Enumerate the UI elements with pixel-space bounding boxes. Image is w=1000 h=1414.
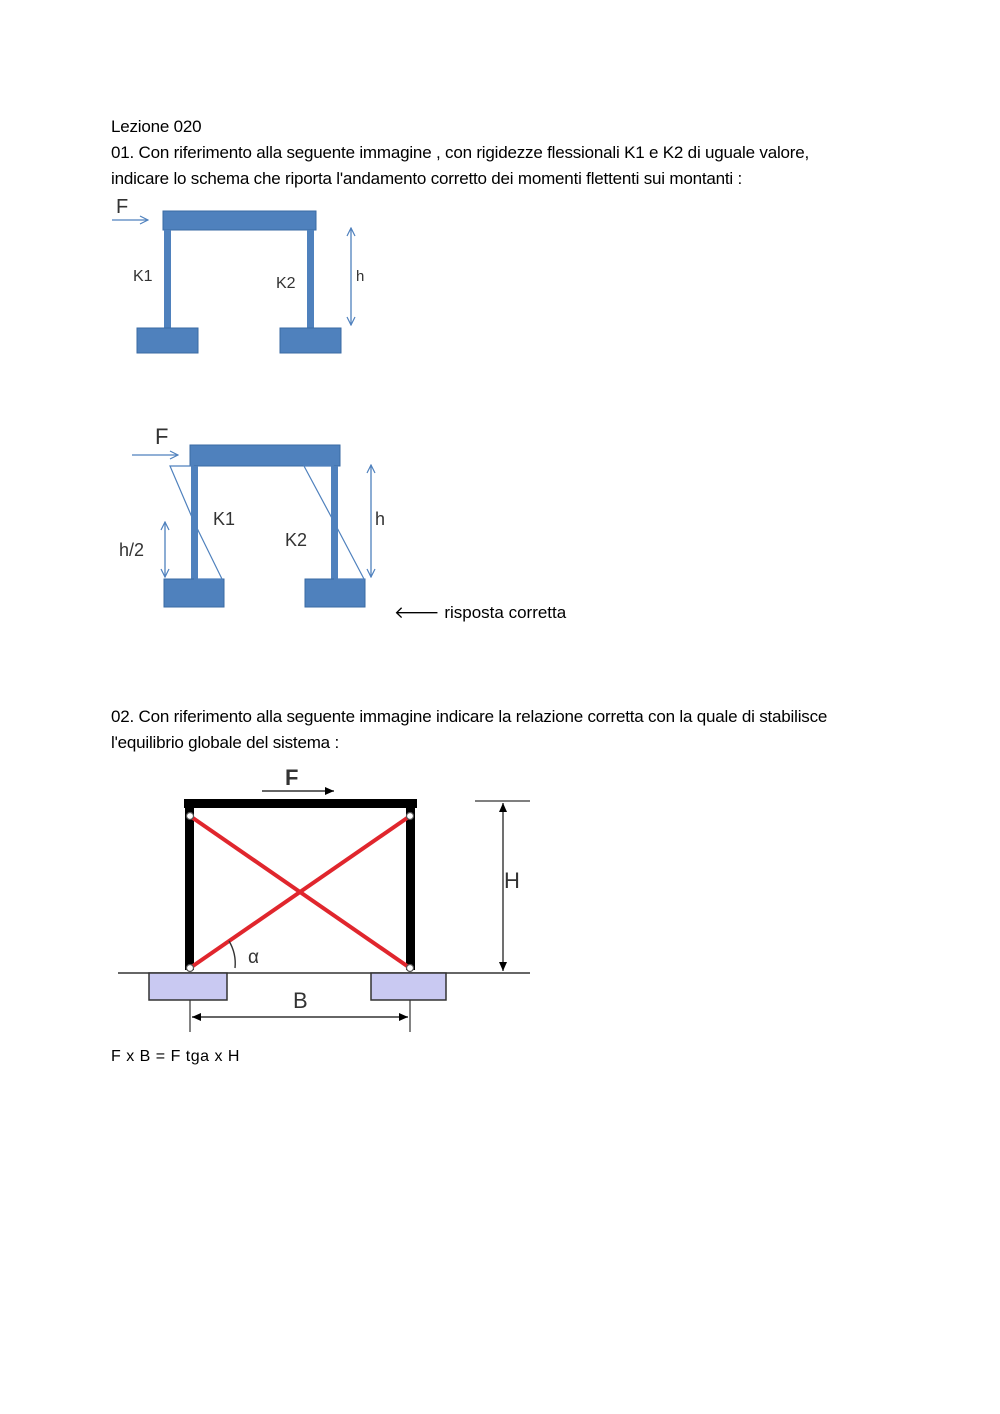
left-arrow-icon: 🡐	[394, 603, 440, 622]
left-foundation	[137, 328, 198, 353]
hinge-top-right	[407, 813, 414, 820]
hinge-top-left	[187, 813, 194, 820]
force-label: F	[116, 196, 129, 218]
question-2-line-2: l'equilibrio globale del sistema :	[111, 733, 339, 752]
height-label: H	[504, 868, 520, 893]
left-column	[185, 808, 194, 970]
hinge-bottom-left	[187, 965, 194, 972]
frame-figure-2	[119, 424, 385, 607]
hinge-bottom-right	[407, 965, 414, 972]
left-foundation	[149, 973, 227, 1000]
k2-label: K2	[276, 275, 296, 292]
right-foundation	[305, 579, 365, 607]
beam	[163, 211, 316, 230]
angle-arc	[229, 941, 235, 968]
k2-label: K2	[285, 530, 308, 550]
force-label: F	[155, 424, 169, 449]
base-label: B	[293, 988, 308, 1013]
height-label: h	[375, 509, 386, 529]
beam	[184, 799, 417, 808]
angle-label: α	[248, 947, 259, 968]
question-2-line-1: 02. Con riferimento alla seguente immagine indicare la relazione corretta con la quale di stabilisce	[111, 707, 828, 726]
left-foundation	[164, 579, 224, 607]
lesson-title: Lezione 020	[111, 117, 202, 136]
braced-frame-figure	[118, 765, 530, 1032]
right-column	[307, 230, 314, 328]
frame-figure-1	[112, 196, 364, 353]
force-label: F	[285, 765, 299, 790]
k1-label: K1	[133, 268, 153, 285]
height-label: h	[356, 268, 365, 285]
correct-answer-label: risposta corretta	[444, 603, 567, 622]
beam	[190, 445, 340, 466]
question-1-line-2: indicare lo schema che riporta l'andamento corretto dei momenti flettenti sui montanti :	[111, 169, 743, 188]
question-1-line-1: 01. Con riferimento alla seguente immagine , con rigidezze flessionali K1 e K2 di uguale valore,	[111, 143, 810, 162]
question-2-answer: F x B = F tga x H	[111, 1048, 240, 1065]
right-foundation	[280, 328, 341, 353]
k1-label: K1	[213, 509, 236, 529]
left-column	[164, 230, 171, 328]
right-column	[406, 808, 415, 970]
half-height-label: h/2	[119, 540, 145, 560]
right-foundation	[371, 973, 446, 1000]
